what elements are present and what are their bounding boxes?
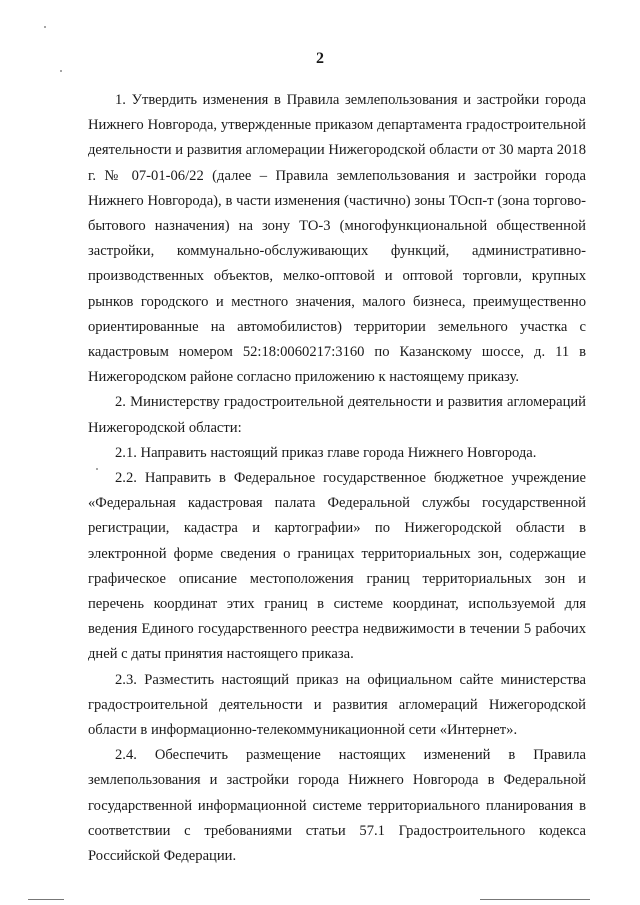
page-number: 2 <box>316 50 324 67</box>
scan-speck <box>96 468 98 470</box>
scan-edge-mark <box>480 899 590 900</box>
paragraph-2-2: 2.2. Направить в Федеральное государственное бюджетное учреждение «Федеральная кадастровая палата Федеральной службы государственной регистрации, кадастра и картографии» по Нижегородской области в электронной форме сведения о границах территориальных зон, содержащие графическое описание местоположения границ территориальных зон и перечень координат этих границ в системе координат, используемой для ведения Единого государственного реестра недвижимости в течении 5 рабочих дней с даты принятия настоящего приказа. <box>88 470 586 663</box>
scan-edge-mark <box>28 899 64 900</box>
paragraph-1: 1. Утвердить изменения в Правила землепользования и застройки города Нижнего Новгорода, утвержденные приказом департамента градостроительной деятельности и развития агломерации Нижегородской области от 30 марта 2018 г. № 07-01-06/22 (далее – Правила землепользования и застройки города Нижнего Новгорода), в части изменения (частично) зоны ТОсп-т (зона торгово-бытового назначения) на зону ТО-3 (многофункциональной общественной застройки, коммунально-обслуживающих функций, административно-производственных объектов, мелко-оптовой и оптовой торговли, крупных рынков городского и местного значения, малого бизнеса, преимущественно ориентированные на автомобилистов) территории земельного участка с кадастровым номером 52:18:0060217:3160 по Казанскому шоссе, д. 11 в Нижегородском районе согласно приложению к настоящему приказу. <box>88 92 586 386</box>
paragraph-2-4: 2.4. Обеспечить размещение настоящих изменений в Правила землепользования и застройки города Нижнего Новгорода в Федеральной государственной информационной системе территориального планирования в соответствии с требованиями статьи 57.1 Градостроительного кодекса Российской Федерации. <box>88 747 586 865</box>
scan-speck <box>60 70 62 72</box>
scan-speck <box>44 26 46 28</box>
paragraph-2-3: 2.3. Разместить настоящий приказ на официальном сайте министерства градостроительной деятельности и развития агломераций Нижегородской области в информационно-телекоммуникационной сети «Интернет». <box>88 671 586 739</box>
paragraph-2: 2. Министерству градостроительной деятельности и развития агломераций Нижегородской области: <box>88 394 586 436</box>
document-body <box>88 88 586 869</box>
paragraph-2-1: 2.1. Направить настоящий приказ главе города Нижнего Новгорода. <box>115 444 537 461</box>
